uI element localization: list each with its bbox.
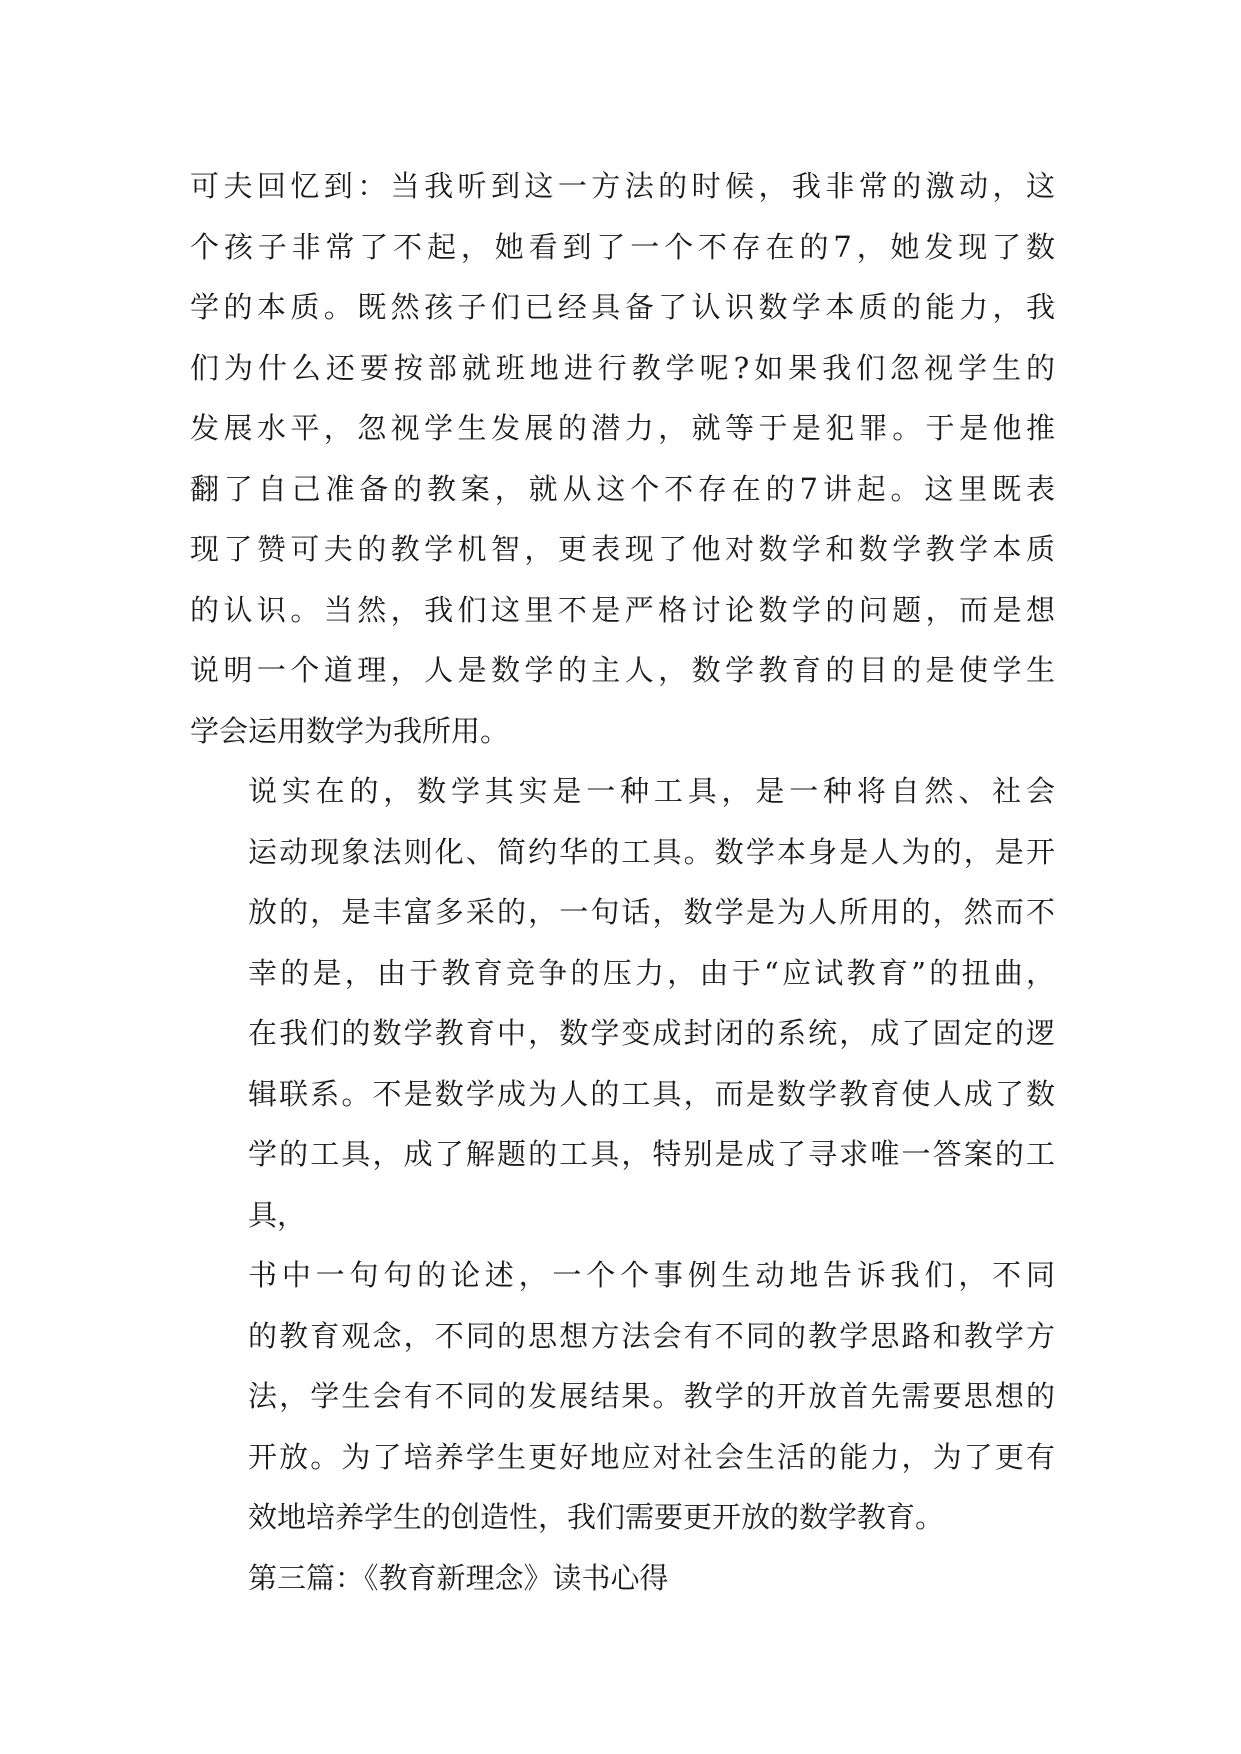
text-line: 开放。为了培养学生更好地应对社会生活的能力，为了更有 bbox=[248, 1439, 1055, 1474]
text-line: 书中一句句的论述，一个个事例生动地告诉我们，不同 bbox=[248, 1258, 1055, 1292]
text-line: 翻了自己准备的教案，就从这个不存在的7讲起。这里既表 bbox=[190, 471, 1055, 506]
paragraph bbox=[190, 761, 1055, 1245]
text-line: 放的，是丰富多采的，一句话，数学是为人所用的，然而不 bbox=[248, 895, 1055, 929]
paragraph bbox=[190, 1548, 1055, 1609]
text-line: 辑联系。不是数学成为人的工具，而是数学教育使人成了数 bbox=[248, 1076, 1055, 1111]
text-line: 的教育观念，不同的思想方法会有不同的教学思路和教学方 bbox=[248, 1318, 1055, 1353]
paragraph bbox=[190, 1245, 1055, 1548]
text-line: 第三篇：《教育新理念》读书心得 bbox=[248, 1560, 669, 1595]
text-line: 说明一个道理，人是数学的主人，数学教育的目的是使学生 bbox=[190, 653, 1055, 687]
text-line: 学会运用数学为我所用。 bbox=[190, 713, 510, 748]
text-line: 法，学生会有不同的发展结果。教学的开放首先需要思想的 bbox=[248, 1379, 1055, 1413]
text-line: 发展水平，忽视学生发展的潜力，就等于是犯罪。于是他推 bbox=[190, 411, 1055, 445]
paragraph bbox=[190, 156, 1055, 761]
text-line: 效地培养学生的创造性，我们需要更开放的数学教育。 bbox=[248, 1500, 945, 1534]
text-line: 具， bbox=[248, 1197, 307, 1232]
text-line: 个孩子非常了不起，她看到了一个不存在的7，她发现了数 bbox=[190, 229, 1055, 264]
text-line: 的认识。当然，我们这里不是严格讨论数学的问题，而是想 bbox=[190, 592, 1055, 627]
text-line: 运动现象法则化、简约华的工具。数学本身是人为的，是开 bbox=[248, 834, 1055, 869]
text-line: 们为什么还要按部就班地进行教学呢?如果我们忽视学生的 bbox=[190, 350, 1055, 385]
body-text bbox=[190, 156, 1055, 1608]
text-line: 学的工具，成了解题的工具，特别是成了寻求唯一答案的工 bbox=[248, 1137, 1055, 1171]
text-line: 在我们的数学教育中，数学变成封闭的系统，成了固定的逻 bbox=[248, 1016, 1055, 1050]
text-line: 可夫回忆到：当我听到这一方法的时候，我非常的激动，这 bbox=[190, 169, 1055, 203]
text-line: 现了赞可夫的教学机智，更表现了他对数学和数学教学本质 bbox=[190, 532, 1055, 566]
text-line: 学的本质。既然孩子们已经具备了认识数学本质的能力，我 bbox=[190, 290, 1055, 324]
text-line: 说实在的，数学其实是一种工具，是一种将自然、社会 bbox=[248, 774, 1055, 808]
text-line: 幸的是，由于教育竞争的压力，由于“应试教育”的扭曲， bbox=[248, 955, 1055, 990]
